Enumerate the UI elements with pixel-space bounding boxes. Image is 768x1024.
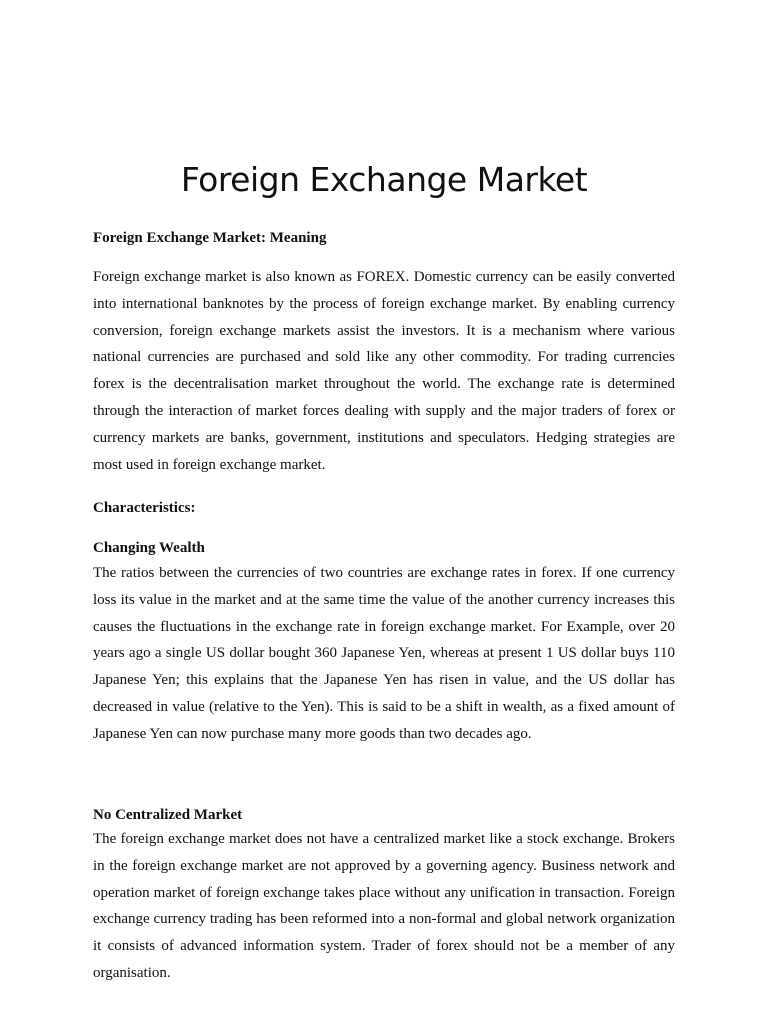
section-paragraph: Foreign exchange market is also known as FOREX. Domestic currency can be easily converted into international banknotes by the process of foreign exchange market. By enabling currency conversion, foreign exchange markets assist the investors. It is a mechanism where various national currencies are purchased and sold like any other commodity. For trading currencies forex is the decentralisation market throughout the world. The exchange rate is determined through the interaction of market forces dealing with supply and the major traders of forex or currency markets are banks, government, institutions and speculators. Hedging strategies are most used in foreign exchange market. xyxy=(93,269,675,473)
section-changing-wealth xyxy=(93,538,675,558)
section-characteristics xyxy=(93,498,675,518)
section-meaning-body xyxy=(93,264,675,478)
document-title: Foreign Exchange Market xyxy=(180,160,588,199)
section-meaning xyxy=(93,228,675,248)
section-heading: No Centralized Market xyxy=(93,807,243,823)
section-no-centralized-market xyxy=(93,805,675,825)
section-heading: Changing Wealth xyxy=(93,540,205,556)
section-paragraph: The ratios between the currencies of two countries are exchange rates in forex. If one currency loss its value in the market and at the same time the value of the another currency increases this causes the fluctuations in the exchange rate in foreign exchange market. For Example, over 20 years ago a single US dollar bought 360 Japanese Yen, whereas at present 1 US dollar buys 110 Japanese Yen; this explains that the Japanese Yen has risen in value, and the US dollar has decreased in value (relative to the Yen). This is said to be a shift in wealth, as a fixed amount of Japanese Yen can now purchase many more goods than two decades ago. xyxy=(93,565,675,742)
section-heading: Foreign Exchange Market: Meaning xyxy=(93,230,327,246)
section-changing-wealth-body xyxy=(93,560,675,748)
section-no-centralized-market-body xyxy=(93,826,675,987)
section-heading: Characteristics: xyxy=(93,500,196,516)
section-paragraph: The foreign exchange market does not have a centralized market like a stock exchange. Brokers in the foreign exchange market are not approved by a governing agency. Business network and operation market of foreign exchange takes place without any unification in transaction. Foreign exchange currency trading has been reformed into a non-formal and global network organization it consists of advanced information system. Trader of forex should not be a member of any organisation. xyxy=(93,831,675,981)
